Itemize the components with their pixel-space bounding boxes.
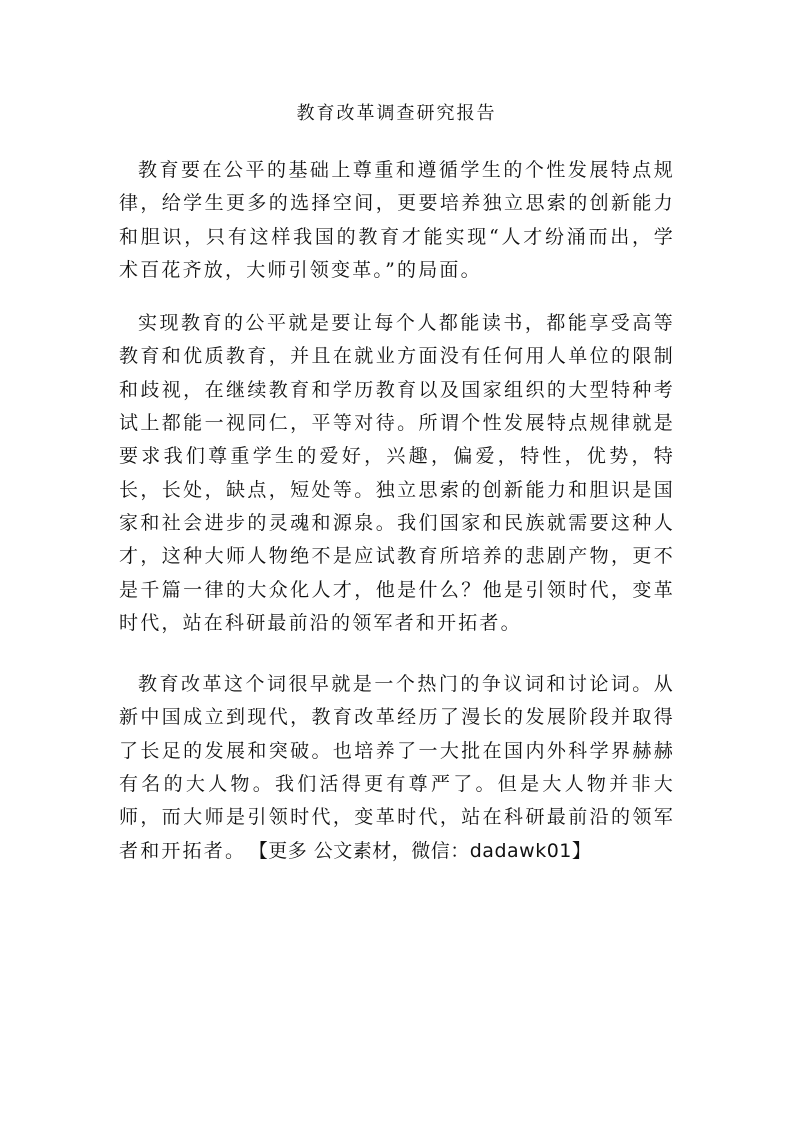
promo-text: 【更多 公文素材，微信：dadawk01】 [258,839,592,862]
document-body [119,154,675,888]
paragraph-3 [119,668,675,868]
paragraph-3-text: 教育改革这个词很早就是一个热门的争议词和讨论词。从新中国成立到现代，教育改革经历了漫长的发展阶段并取得了长足的发展和突破。也培养了一大批在国内外科学界赫赫有名的大人物。我们活得更有尊严了。但是大人物并非大师，而大师是引领时代，变革时代，站在科研最前沿的领军者和开拓者。 [119,673,675,862]
document-title: 教育改革调查研究报告 [296,103,497,124]
paragraph-1: 教育要在公平的基础上尊重和遵循学生的个性发展特点规律，给学生更多的选择空间，更要培养独立思索的创新能力和胆识，只有这样我国的教育才能实现“人才纷涌而出，学术百花齐放，大师引领变革。”的局面。 [119,159,675,281]
paragraph-2: 实现教育的公平就是要让每个人都能读书，都能享受高等教育和优质教育，并且在就业方面没有任何用人单位的限制和歧视，在继续教育和学历教育以及国家组织的大型特种考试上都能一视同仁，平等对待。所谓个性发展特点规律就是要求我们尊重学生的爱好，兴趣，偏爱，特性，优势，特长，长处，缺点，短处等。独立思索的创新能力和胆识是国家和社会进步的灵魂和源泉。我们国家和民族就需要这种人才，这种大师人物绝不是应试教育所培养的悲剧产物，更不是千篇一律的大众化人才，他是什么？他是引领时代，变革时代，站在科研最前沿的领军者和开拓者。 [119,312,675,634]
